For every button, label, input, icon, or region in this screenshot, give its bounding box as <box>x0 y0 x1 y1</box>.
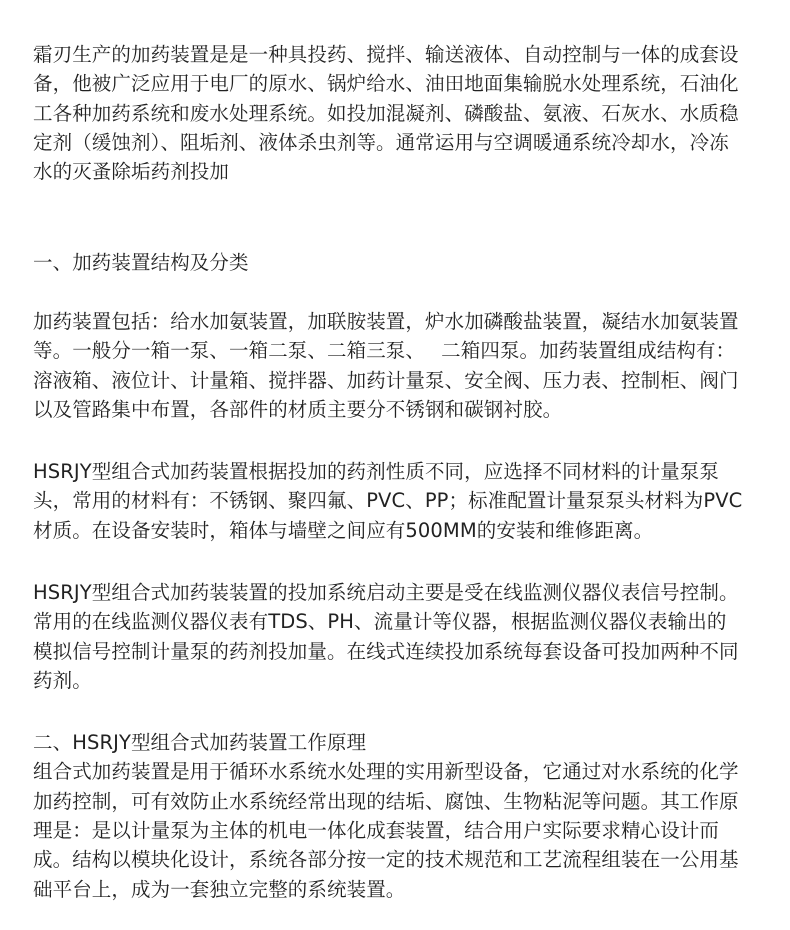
text-line: 溶液箱、液位计、计量箱、搅拌器、加药计量泵、安全阀、压力表、控制柜、阀门 <box>33 369 739 392</box>
text-line: 备，他被广泛应用于电厂的原水、锅炉给水、油田地面集输脱水处理系统，石油化 <box>33 72 739 95</box>
text-line: 以及管路集中布置，各部件的材质主要分不锈钢和碳钢衬胶。 <box>33 398 563 421</box>
text-line: HSRJY型组合式加药装装置的投加系统启动主要是受在线监测仪器仪表信号控制。 <box>33 581 739 604</box>
text-line: 加药装置包括：给水加氨装置，加联胺装置，炉水加磷酸盐装置，凝结水加氨装置 <box>33 310 739 333</box>
text-line: 水的灭蚤除垢药剂投加 <box>33 160 230 183</box>
text-line: 加药控制，可有效防止水系统经常出现的结垢、腐蚀、生物粘泥等问题。其工作原 <box>33 790 739 813</box>
text-line: 模拟信号控制计量泵的药剂投加量。在线式连续投加系统每套设备可投加两种不同 <box>33 640 739 663</box>
text-line: 定剂（缓蚀剂）、阻垢剂、液体杀虫剂等。通常运用与空调暖通系统冷却水，冷冻 <box>33 131 729 154</box>
text-line: HSRJY型组合式加药装置根据投加的药剂性质不同，应选择不同材料的计量泵泵 <box>33 460 719 483</box>
section-1-heading: 一、加药装置结构及分类 <box>33 251 249 274</box>
text-line: 工各种加药系统和废水处理系统。如投加混凝剂、磷酸盐、氨液、石灰水、水质稳 <box>33 102 739 125</box>
text-line: 药剂。 <box>33 669 92 692</box>
text-line: 材质。在设备安装时，箱体与墙壁之间应有500MM的安装和维修距离。 <box>33 519 654 542</box>
text-line: 常用的在线监测仪器仪表有TDS、PH、流量计等仪器，根据监测仪器仪表输出的 <box>33 610 727 633</box>
text-line: 霜刃生产的加药装置是是一种具投药、搅拌、输送液体、自动控制与一体的成套设 <box>33 43 739 66</box>
text-line: 理是：是以计量泵为主体的机电一体化成套装置，结合用户实际要求精心设计而 <box>33 819 720 842</box>
text-line: 成。结构以模块化设计，系统各部分按一定的技术规范和工艺流程组装在一公用基 <box>33 848 739 871</box>
text-line: 等。一般分一箱一泵、一箱二泵、二箱三泵、 二箱四泵。加药装置组成结构有： <box>33 339 736 362</box>
text-line: 头，常用的材料有：不锈钢、聚四氟、PVC、PP；标准配置计量泵泵头材料为PVC <box>33 489 743 512</box>
text-line: 础平台上，成为一套独立完整的系统装置。 <box>33 878 406 901</box>
text-line: 组合式加药装置是用于循环水系统水处理的实用新型设备，它通过对水系统的化学 <box>33 760 739 783</box>
section-2-heading: 二、HSRJY型组合式加药装置工作原理 <box>33 731 367 754</box>
